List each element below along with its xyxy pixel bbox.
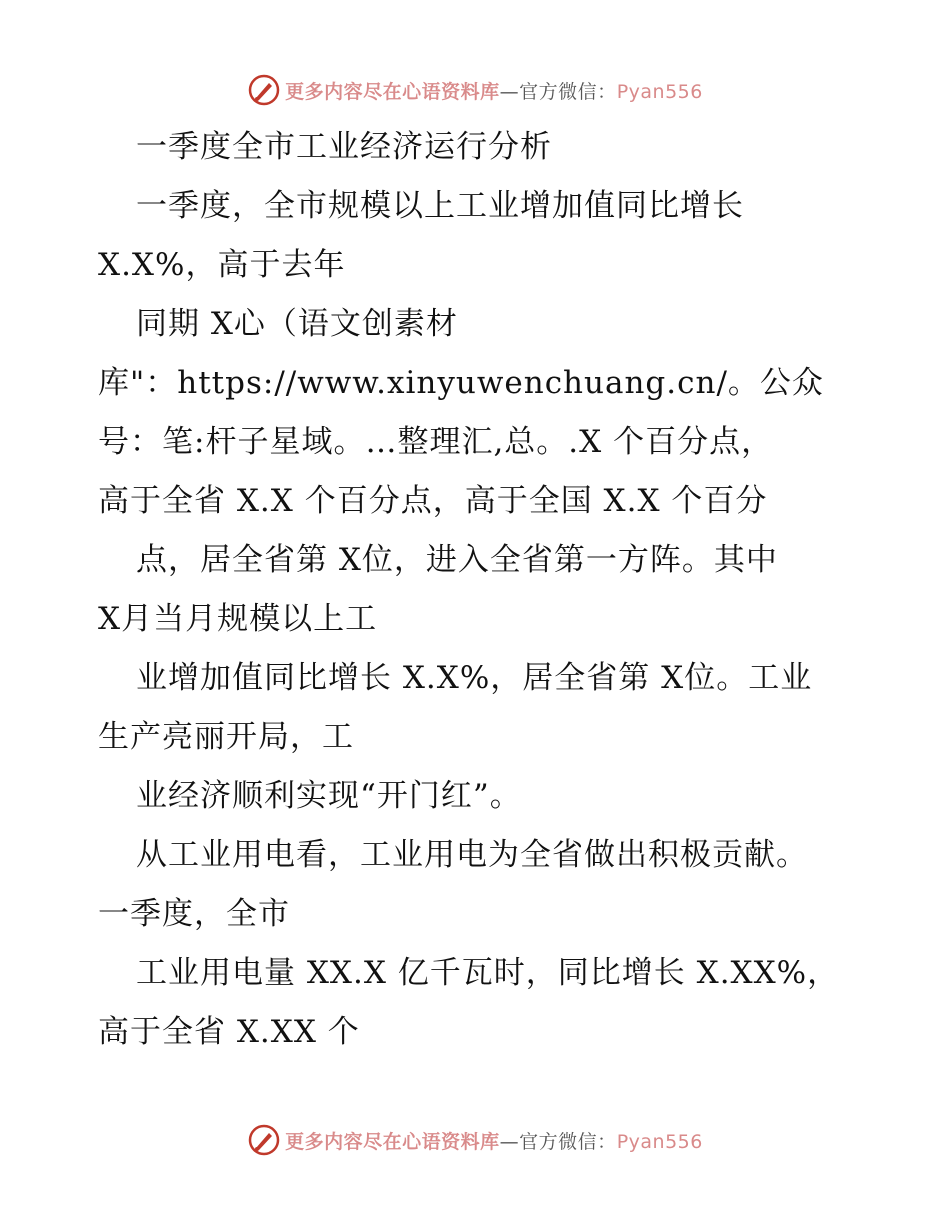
pen-logo-icon xyxy=(247,73,281,107)
document-line: 从工业用电看，工业用电为全省做出积极贡献。 xyxy=(136,837,808,873)
document-line: 业经济顺利实现“开门红”。 xyxy=(136,778,522,814)
document-title: 一季度全市工业经济运行分析 xyxy=(136,129,552,165)
footer-banner-wechat: Pyan556 xyxy=(616,1130,703,1153)
footer-banner-official: —官方微信： xyxy=(499,1130,617,1153)
document-line: 库"：https://www.xinyuwenchuang.cn/。公众 xyxy=(98,365,824,401)
header-banner xyxy=(0,70,950,110)
document-line: X月当月规模以上工 xyxy=(98,601,378,637)
document-line: 号：笔:杆子星域。…整理汇,总。.X 个百分点， xyxy=(98,424,774,460)
document-line: 一季度，全市 xyxy=(98,896,290,932)
document-line: 点，居全省第 X位，进入全省第一方阵。其中 xyxy=(136,542,778,578)
document-line: 高于全省 X.X 个百分点，高于全国 X.X 个百分 xyxy=(98,483,768,519)
document-body xyxy=(98,118,858,1062)
document-line: 工业用电量 XX.X 亿千瓦时，同比增长 X.XX%， xyxy=(136,955,840,991)
header-banner-official: —官方微信： xyxy=(499,80,617,103)
document-line: 生产亮丽开局，工 xyxy=(98,719,354,755)
header-banner-wechat: Pyan556 xyxy=(616,80,703,103)
document-line: 高于全省 X.XX 个 xyxy=(98,1014,360,1050)
footer-banner-main: 更多内容尽在心语资料库 xyxy=(285,1130,500,1153)
pen-logo-icon xyxy=(247,1123,281,1157)
document-line: 同期 X心（语文创素材 xyxy=(136,306,458,342)
document-line: 一季度，全市规模以上工业增加值同比增长 xyxy=(136,188,744,224)
footer-banner xyxy=(0,1120,950,1160)
header-banner-text xyxy=(285,77,703,104)
document-line: 业增加值同比增长 X.X%，居全省第 X位。工业 xyxy=(136,660,813,696)
header-banner-main: 更多内容尽在心语资料库 xyxy=(285,80,500,103)
document-line: X.X%，高于去年 xyxy=(98,247,346,283)
footer-banner-text xyxy=(285,1127,703,1154)
